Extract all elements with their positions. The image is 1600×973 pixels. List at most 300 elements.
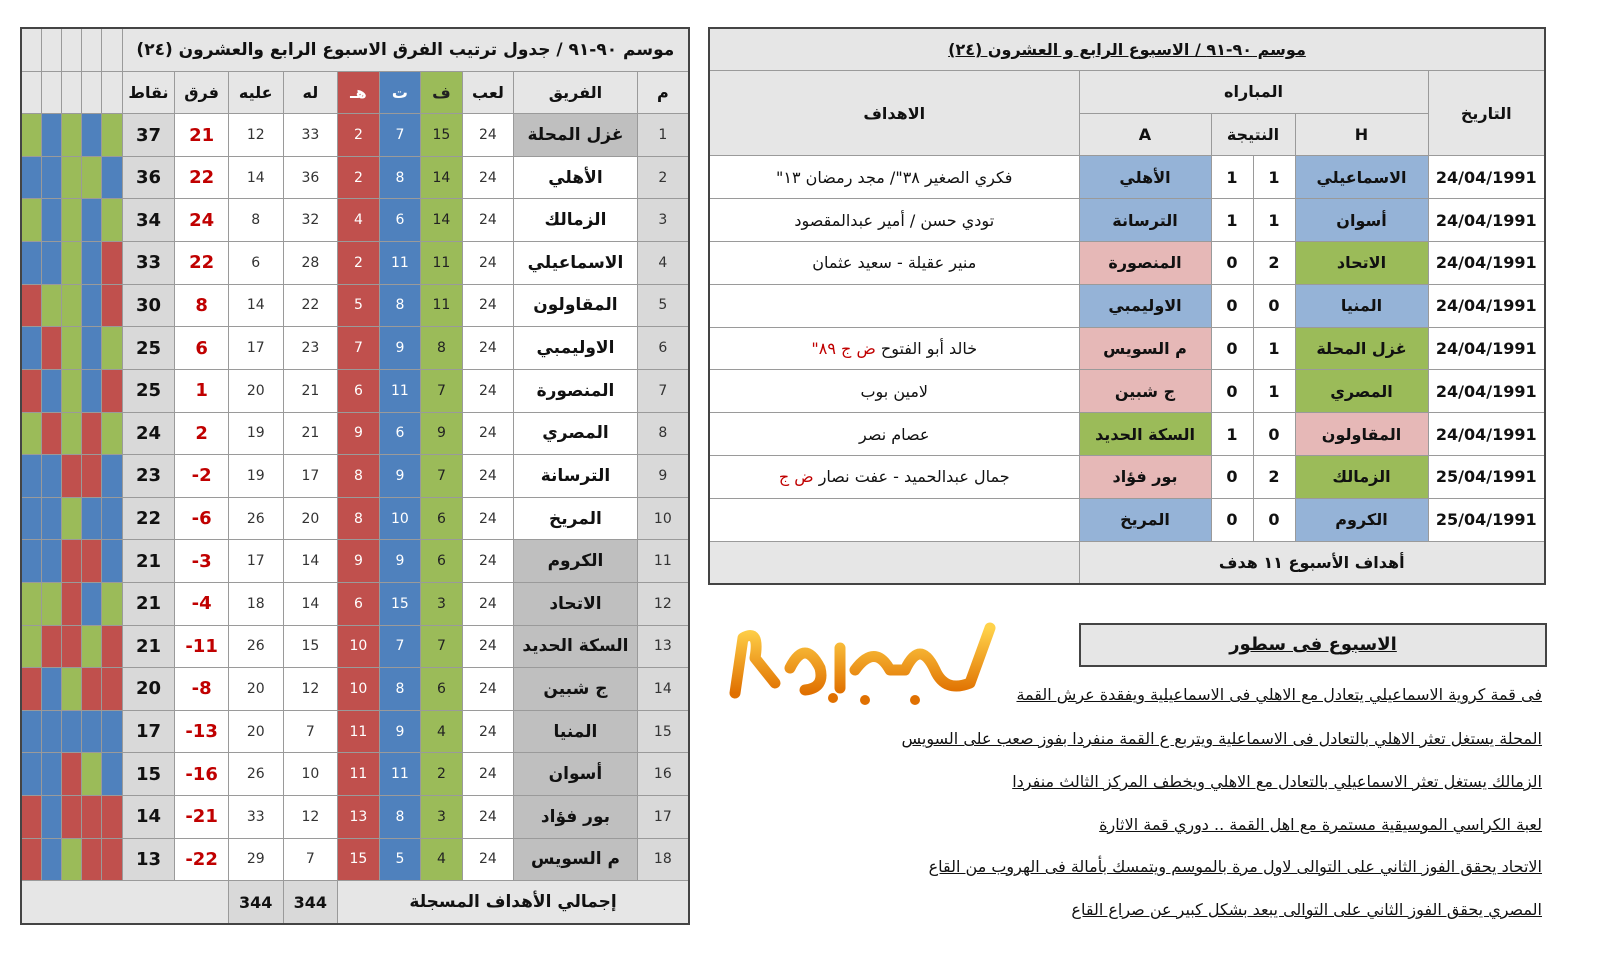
match-goals-cell	[709, 327, 1079, 370]
goals-for-cell: 32	[283, 199, 338, 242]
won-cell: 6	[421, 540, 462, 583]
team-name-cell: المصري	[514, 412, 637, 455]
form-cell	[41, 540, 61, 583]
match-row	[709, 284, 1545, 327]
goals-against-cell: 26	[228, 625, 283, 668]
scorers-text: لامين بوب	[860, 381, 929, 401]
diff-cell: 6	[175, 327, 229, 370]
away-team-cell: م السويس	[1079, 327, 1211, 370]
match-row	[709, 455, 1545, 498]
form-cell	[82, 795, 102, 838]
form-cell	[21, 114, 41, 157]
rank-cell: 18	[637, 838, 689, 881]
form-cell	[82, 582, 102, 625]
standings-row	[21, 668, 689, 711]
won-cell: 6	[421, 497, 462, 540]
header-goals-for: له	[283, 71, 338, 114]
points-cell: 21	[122, 625, 175, 668]
form-cell	[82, 838, 102, 881]
match-goals-cell	[709, 370, 1079, 413]
form-cell	[41, 497, 61, 540]
rank-cell: 12	[637, 582, 689, 625]
form-cell	[102, 838, 122, 881]
form-cell	[41, 242, 61, 285]
drawn-cell: 9	[379, 710, 420, 753]
diff-cell: 24	[175, 199, 229, 242]
home-score-cell: 1	[1253, 199, 1295, 242]
away-score-cell: 0	[1211, 284, 1253, 327]
points-cell: 22	[122, 497, 175, 540]
goals-against-cell: 18	[228, 582, 283, 625]
standings-row	[21, 795, 689, 838]
rank-cell: 14	[637, 668, 689, 711]
rank-cell: 6	[637, 327, 689, 370]
header-home: H	[1295, 113, 1428, 156]
goals-against-cell: 20	[228, 369, 283, 412]
lost-cell: 5	[338, 284, 379, 327]
goals-against-cell: 17	[228, 327, 283, 370]
form-cell	[82, 753, 102, 796]
rank-cell: 13	[637, 625, 689, 668]
played-cell: 24	[462, 710, 514, 753]
goals-for-cell: 20	[283, 497, 338, 540]
match-row	[709, 241, 1545, 284]
form-cell	[21, 156, 41, 199]
form-cell	[21, 795, 41, 838]
scorers-text: خالد أبو الفتوح	[875, 338, 978, 358]
form-cell	[61, 710, 81, 753]
points-cell: 21	[122, 540, 175, 583]
team-name-cell: الأهلي	[514, 156, 637, 199]
form-cell	[21, 369, 41, 412]
scorers-text: فكري الصغير ٣٨"/ مجد رمضان ١٣"	[776, 167, 1013, 187]
diff-cell: -16	[175, 753, 229, 796]
goals-for-cell: 17	[283, 455, 338, 498]
won-cell: 3	[421, 795, 462, 838]
home-score-cell: 1	[1253, 156, 1295, 199]
goals-for-cell: 23	[283, 327, 338, 370]
away-team-cell: بور فؤاد	[1079, 455, 1211, 498]
lost-cell: 8	[338, 497, 379, 540]
points-cell: 25	[122, 327, 175, 370]
played-cell: 24	[462, 753, 514, 796]
rank-cell: 16	[637, 753, 689, 796]
away-team-cell: المريخ	[1079, 498, 1211, 541]
form-cell	[21, 455, 41, 498]
matches-title: موسم ٩٠-٩١ / الاسبوع الرابع و العشرون (٢٤)	[948, 39, 1306, 59]
form-cell	[61, 114, 81, 157]
standings-title-row	[21, 28, 689, 71]
form-strip-header	[61, 28, 81, 71]
form-cell	[61, 412, 81, 455]
team-name-cell: أسوان	[514, 753, 637, 796]
away-score-cell: 1	[1211, 199, 1253, 242]
form-cell	[21, 497, 41, 540]
form-cell	[61, 327, 81, 370]
form-cell	[82, 668, 102, 711]
form-cell	[102, 582, 122, 625]
match-date-cell: 24/04/1991	[1428, 241, 1545, 284]
form-cell	[41, 327, 61, 370]
won-cell: 8	[421, 327, 462, 370]
news-line: المصري يحقق الفوز الثاني على التوالى يبعد بشكل كبير عن صراع القاع	[1071, 900, 1542, 919]
played-cell: 24	[462, 455, 514, 498]
form-cell	[102, 156, 122, 199]
week-goals-total: أهداف الأسبوع ١١ هدف	[1079, 541, 1545, 584]
form-cell	[102, 795, 122, 838]
diff-cell: -11	[175, 625, 229, 668]
played-cell: 24	[462, 114, 514, 157]
form-cell	[82, 497, 102, 540]
match-goals-cell	[709, 498, 1079, 541]
away-team-cell: السكة الحديد	[1079, 413, 1211, 456]
goals-for-cell: 10	[283, 753, 338, 796]
team-name-cell: بور فؤاد	[514, 795, 637, 838]
form-cell	[61, 625, 81, 668]
played-cell: 24	[462, 369, 514, 412]
won-cell: 3	[421, 582, 462, 625]
form-cell	[61, 455, 81, 498]
drawn-cell: 6	[379, 199, 420, 242]
standings-total-row	[21, 881, 689, 924]
goals-against-cell: 20	[228, 710, 283, 753]
diff-cell: -13	[175, 710, 229, 753]
lost-cell: 11	[338, 710, 379, 753]
match-row	[709, 370, 1545, 413]
home-team-cell: المقاولون	[1295, 413, 1428, 456]
scorers-text: عصام نصر	[859, 424, 930, 444]
played-cell: 24	[462, 582, 514, 625]
kooora-logo-icon	[715, 598, 1015, 718]
rank-cell: 10	[637, 497, 689, 540]
away-score-cell: 0	[1211, 455, 1253, 498]
scorers-note: ض ج	[778, 467, 814, 487]
won-cell: 9	[421, 412, 462, 455]
header-points: نقاط	[122, 71, 175, 114]
matches-table	[708, 27, 1546, 585]
away-score-cell: 1	[1211, 413, 1253, 456]
team-name-cell: الاتحاد	[514, 582, 637, 625]
drawn-cell: 5	[379, 838, 420, 881]
match-date-cell: 25/04/1991	[1428, 498, 1545, 541]
drawn-cell: 11	[379, 753, 420, 796]
lost-cell: 7	[338, 327, 379, 370]
goals-for-cell: 36	[283, 156, 338, 199]
played-cell: 24	[462, 284, 514, 327]
won-cell: 11	[421, 242, 462, 285]
form-cell	[41, 710, 61, 753]
rank-cell: 5	[637, 284, 689, 327]
played-cell: 24	[462, 838, 514, 881]
drawn-cell: 9	[379, 540, 420, 583]
scorers-note: ض ج ٨٩"	[811, 338, 876, 358]
goals-against-cell: 6	[228, 242, 283, 285]
goals-against-cell: 29	[228, 838, 283, 881]
form-strip-header	[21, 71, 41, 114]
form-cell	[102, 625, 122, 668]
form-cell	[21, 753, 41, 796]
form-cell	[102, 242, 122, 285]
form-cell	[82, 114, 102, 157]
form-cell	[82, 540, 102, 583]
standings-row	[21, 710, 689, 753]
played-cell: 24	[462, 412, 514, 455]
lost-cell: 2	[338, 156, 379, 199]
goals-against-cell: 33	[228, 795, 283, 838]
lost-cell: 4	[338, 199, 379, 242]
home-team-cell: الزمالك	[1295, 455, 1428, 498]
home-score-cell: 1	[1253, 327, 1295, 370]
drawn-cell: 11	[379, 369, 420, 412]
drawn-cell: 9	[379, 327, 420, 370]
match-date-cell: 24/04/1991	[1428, 413, 1545, 456]
goals-against-cell: 19	[228, 412, 283, 455]
form-cell	[82, 327, 102, 370]
form-strip-header	[41, 28, 61, 71]
header-goals: الاهداف	[709, 70, 1079, 156]
form-cell	[102, 412, 122, 455]
scorers-text: تودي حسن / أمير عبدالمقصود	[794, 210, 995, 230]
match-date-cell: 24/04/1991	[1428, 156, 1545, 199]
goals-against-cell: 26	[228, 497, 283, 540]
home-team-cell: غزل المحلة	[1295, 327, 1428, 370]
won-cell: 14	[421, 199, 462, 242]
goals-against-cell: 17	[228, 540, 283, 583]
diff-cell: 21	[175, 114, 229, 157]
lost-cell: 9	[338, 540, 379, 583]
match-goals-cell	[709, 284, 1079, 327]
lost-cell: 6	[338, 369, 379, 412]
away-score-cell: 0	[1211, 370, 1253, 413]
form-cell	[41, 753, 61, 796]
total-spacer	[21, 881, 228, 924]
rank-cell: 2	[637, 156, 689, 199]
diff-cell: 8	[175, 284, 229, 327]
goals-for-cell: 7	[283, 838, 338, 881]
matches-footer-row	[709, 541, 1545, 584]
rank-cell: 1	[637, 114, 689, 157]
points-cell: 15	[122, 753, 175, 796]
won-cell: 15	[421, 114, 462, 157]
goals-for-cell: 22	[283, 284, 338, 327]
total-label: إجمالي الأهداف المسجلة	[338, 881, 689, 924]
away-team-cell: ج شبين	[1079, 370, 1211, 413]
goals-for-cell: 7	[283, 710, 338, 753]
team-name-cell: م السويس	[514, 838, 637, 881]
form-cell	[61, 582, 81, 625]
goals-for-cell: 12	[283, 795, 338, 838]
goals-against-cell: 26	[228, 753, 283, 796]
played-cell: 24	[462, 156, 514, 199]
team-name-cell: المنيا	[514, 710, 637, 753]
diff-cell: -6	[175, 497, 229, 540]
goals-against-cell: 12	[228, 114, 283, 157]
form-cell	[21, 199, 41, 242]
played-cell: 24	[462, 540, 514, 583]
standings-row	[21, 455, 689, 498]
home-team-cell: الاتحاد	[1295, 241, 1428, 284]
home-team-cell: الاسماعيلي	[1295, 156, 1428, 199]
standings-row	[21, 412, 689, 455]
scorers-text: جمال عبدالحميد - عفت نصار	[813, 467, 1010, 487]
diff-cell: 2	[175, 412, 229, 455]
standings-row	[21, 327, 689, 370]
total-goals-against: 344	[228, 881, 283, 924]
match-goals-cell	[709, 413, 1079, 456]
form-cell	[41, 625, 61, 668]
form-cell	[102, 540, 122, 583]
rank-cell: 17	[637, 795, 689, 838]
rank-cell: 8	[637, 412, 689, 455]
form-strip-header	[82, 28, 102, 71]
points-cell: 24	[122, 412, 175, 455]
lost-cell: 2	[338, 114, 379, 157]
standings-row	[21, 284, 689, 327]
points-cell: 34	[122, 199, 175, 242]
diff-cell: -4	[175, 582, 229, 625]
drawn-cell: 8	[379, 284, 420, 327]
goals-for-cell: 12	[283, 668, 338, 711]
drawn-cell: 15	[379, 582, 420, 625]
form-cell	[41, 199, 61, 242]
footer-spacer	[709, 541, 1079, 584]
form-strip-header	[21, 28, 41, 71]
won-cell: 7	[421, 455, 462, 498]
team-name-cell: الاسماعيلي	[514, 242, 637, 285]
team-name-cell: السكة الحديد	[514, 625, 637, 668]
form-cell	[61, 156, 81, 199]
goals-against-cell: 14	[228, 156, 283, 199]
header-drawn: ت	[379, 71, 420, 114]
team-name-cell: الكروم	[514, 540, 637, 583]
form-cell	[41, 795, 61, 838]
header-goals-against: عليه	[228, 71, 283, 114]
week-summary-title-text: الاسبوع فى سطور	[1229, 634, 1397, 655]
team-name-cell: الترسانة	[514, 455, 637, 498]
form-cell	[21, 327, 41, 370]
form-cell	[41, 668, 61, 711]
form-cell	[41, 838, 61, 881]
form-cell	[82, 455, 102, 498]
won-cell: 4	[421, 838, 462, 881]
standings-title: موسم ٩٠-٩١ / جدول ترتيب الفرق الاسبوع الرابع والعشرون (٢٤)	[122, 28, 689, 71]
diff-cell: -3	[175, 540, 229, 583]
form-cell	[82, 369, 102, 412]
header-result: النتيجة	[1211, 113, 1295, 156]
standings-row	[21, 838, 689, 881]
match-goals-cell	[709, 455, 1079, 498]
goals-against-cell: 14	[228, 284, 283, 327]
played-cell: 24	[462, 625, 514, 668]
won-cell: 11	[421, 284, 462, 327]
points-cell: 21	[122, 582, 175, 625]
goals-against-cell: 20	[228, 668, 283, 711]
form-cell	[61, 242, 81, 285]
header-date: التاريخ	[1428, 70, 1545, 156]
played-cell: 24	[462, 242, 514, 285]
header-lost: هـ	[338, 71, 379, 114]
form-cell	[102, 497, 122, 540]
week-summary-title	[1079, 623, 1547, 667]
drawn-cell: 8	[379, 156, 420, 199]
diff-cell: 22	[175, 156, 229, 199]
form-cell	[61, 199, 81, 242]
away-team-cell: المنصورة	[1079, 241, 1211, 284]
rank-cell: 15	[637, 710, 689, 753]
rank-cell: 9	[637, 455, 689, 498]
away-team-cell: الاوليمبي	[1079, 284, 1211, 327]
drawn-cell: 8	[379, 668, 420, 711]
goals-for-cell: 28	[283, 242, 338, 285]
form-strip-header	[41, 71, 61, 114]
lost-cell: 13	[338, 795, 379, 838]
form-cell	[102, 668, 122, 711]
standings-row	[21, 242, 689, 285]
match-row	[709, 498, 1545, 541]
form-cell	[102, 284, 122, 327]
home-team-cell: المصري	[1295, 370, 1428, 413]
match-date-cell: 24/04/1991	[1428, 284, 1545, 327]
form-cell	[102, 710, 122, 753]
away-score-cell: 1	[1211, 156, 1253, 199]
away-score-cell: 0	[1211, 498, 1253, 541]
standings-row	[21, 156, 689, 199]
form-cell	[102, 753, 122, 796]
standings-row	[21, 625, 689, 668]
header-played: لعب	[462, 71, 514, 114]
form-cell	[82, 242, 102, 285]
lost-cell: 9	[338, 412, 379, 455]
away-team-cell: الترسانة	[1079, 199, 1211, 242]
match-goals-cell	[709, 199, 1079, 242]
form-cell	[41, 455, 61, 498]
match-date-cell: 24/04/1991	[1428, 327, 1545, 370]
points-cell: 25	[122, 369, 175, 412]
diff-cell: -21	[175, 795, 229, 838]
diff-cell: -8	[175, 668, 229, 711]
header-won: ف	[421, 71, 462, 114]
home-team-cell: أسوان	[1295, 199, 1428, 242]
form-cell	[102, 199, 122, 242]
standings-row	[21, 582, 689, 625]
home-score-cell: 2	[1253, 241, 1295, 284]
form-cell	[82, 156, 102, 199]
home-team-cell: الكروم	[1295, 498, 1428, 541]
home-score-cell: 0	[1253, 498, 1295, 541]
match-goals-cell	[709, 241, 1079, 284]
form-cell	[61, 668, 81, 711]
goals-against-cell: 8	[228, 199, 283, 242]
form-cell	[21, 582, 41, 625]
match-date-cell: 25/04/1991	[1428, 455, 1545, 498]
home-score-cell: 0	[1253, 284, 1295, 327]
drawn-cell: 7	[379, 625, 420, 668]
form-strip-header	[82, 71, 102, 114]
rank-cell: 4	[637, 242, 689, 285]
team-name-cell: المقاولون	[514, 284, 637, 327]
standings-header-row	[21, 71, 689, 114]
home-score-cell: 2	[1253, 455, 1295, 498]
form-cell	[102, 114, 122, 157]
played-cell: 24	[462, 497, 514, 540]
diff-cell: 1	[175, 369, 229, 412]
header-away: A	[1079, 113, 1211, 156]
form-cell	[82, 199, 102, 242]
standings-row	[21, 497, 689, 540]
team-name-cell: الزمالك	[514, 199, 637, 242]
header-rank: م	[637, 71, 689, 114]
news-line: الاتحاد يحقق الفوز الثاني على التوالى لاول مرة بالموسم ويتمسك بأمالة فى الهروب من القاع	[928, 857, 1542, 876]
